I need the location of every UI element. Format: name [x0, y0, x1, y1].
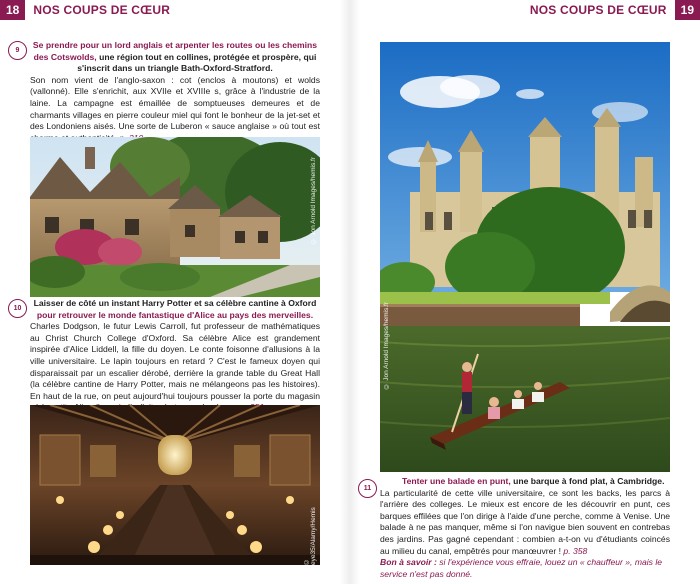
- left-page-number: 18: [0, 0, 25, 20]
- good-to-know-label: Bon à savoir :: [380, 557, 437, 568]
- right-header: [522, 0, 700, 20]
- left-header: [0, 0, 178, 20]
- right-header-title: NOS COUPS DE CŒUR: [529, 3, 667, 17]
- photo-credit: © Jon Arnold Images/hemis.fr: [310, 157, 317, 245]
- left-header-title: NOS COUPS DE CŒUR: [33, 3, 171, 17]
- entry-heading-accent: pour retrouver le monde fantastique d'Alice au pays des merveilles.: [36, 309, 314, 320]
- entry-heading-accent: Tenter une balade en punt,: [402, 476, 511, 486]
- page-reference: p. 358: [563, 545, 588, 556]
- entry-body: [30, 321, 320, 414]
- entry-body-text: La particularité de cette ville universitaire, ce sont les backs, les parcs à l'arrière des colleges. Le mieux est encore de les découvrir en punt, ces barques effilées que l'on dirige à l'aide d'une perche, comme à Venise. Une balade à ne pas manquer, même si l'on navigue bien souvent en contrebas des jardins. Pas gagné cependant : combien a-t-on vu d'étudiants coincés au milieu du canal, empêtrés pour manœuvrer !: [380, 487, 670, 556]
- entry-oxford-alice: [13, 298, 320, 414]
- entry-heading-accent: Se prendre pour un lord anglais et arpenter les routes ou les chemins des Cotswolds,: [32, 40, 318, 62]
- cotswolds-village-photo: [30, 137, 320, 297]
- good-to-know-text: si l'expérience vous effraie, louez un « chauffeur », mais le service n'est pas donné.: [380, 557, 663, 579]
- good-to-know: [380, 557, 670, 580]
- entry-heading-dark: une région tout en collines, protégée et prospère, qui s'inscrit dans un triangle Bath-Oxford-Stratford.: [77, 51, 317, 74]
- page-gutter: [340, 0, 360, 584]
- cambridge-punting-photo: [380, 42, 670, 472]
- right-page: [360, 0, 700, 584]
- entry-heading: [380, 476, 670, 488]
- entry-number-badge: 10: [8, 299, 27, 318]
- right-page-number: 19: [675, 0, 700, 20]
- great-hall-photo: [30, 405, 320, 565]
- photo-credit: © eye35/Alamy/Hemis: [303, 507, 317, 565]
- entry-cambridge-punt: [363, 476, 670, 580]
- entry-number-badge: 11: [358, 479, 377, 498]
- entry-heading: [30, 40, 320, 75]
- entry-heading-dark: une barque à fond plat, à Cambridge.: [510, 476, 665, 486]
- entry-body-text: Son nom vient de l'anglo-saxon : cot (enclos à moutons) et wolds (vallonné). Elle s'enrichit, aux XVIIe et XVIIIe s, grâce à l'industrie de la laine. La campagne est émaillée de somptueuses demeures et de charmants villages en pierre couleur miel qui font le bonheur de la jet-set et des Londoniens aisés. Une sorte de Luberon « sauce anglaise » où tout est: [30, 74, 320, 132]
- entry-body-text: Charles Dodgson, le futur Lewis Carroll, fut professeur de mathématiques au Christ Church College d'Oxford. Sa célèbre Alice est grandement inspirée d'Alice Liddell, la fille du doyen. Le conte foisonne d'allusions à la ville universitaire. Le lapin toujours en retard ? C'est le fameux doyen qui disparaissait par un escalier dérobé, derrière la grande table du Great Hall (la célèbre cantine de Harry Potter, mais ne mélangeons pas les histoires). En haut de la rue, on peut aujourd'hui toujours pousser la porte du magasin: [30, 321, 320, 401]
- left-page: [0, 0, 340, 584]
- photo-credit: © Jon Arnold Images/hemis.fr: [383, 302, 390, 390]
- entry-heading: [30, 298, 320, 321]
- entry-number-badge: 9: [8, 41, 27, 60]
- entry-body: [30, 75, 320, 145]
- entry-heading-dark: Laisser de côté un instant Harry Potter et sa célèbre cantine à Oxford: [33, 298, 317, 308]
- entry-body: [380, 488, 670, 558]
